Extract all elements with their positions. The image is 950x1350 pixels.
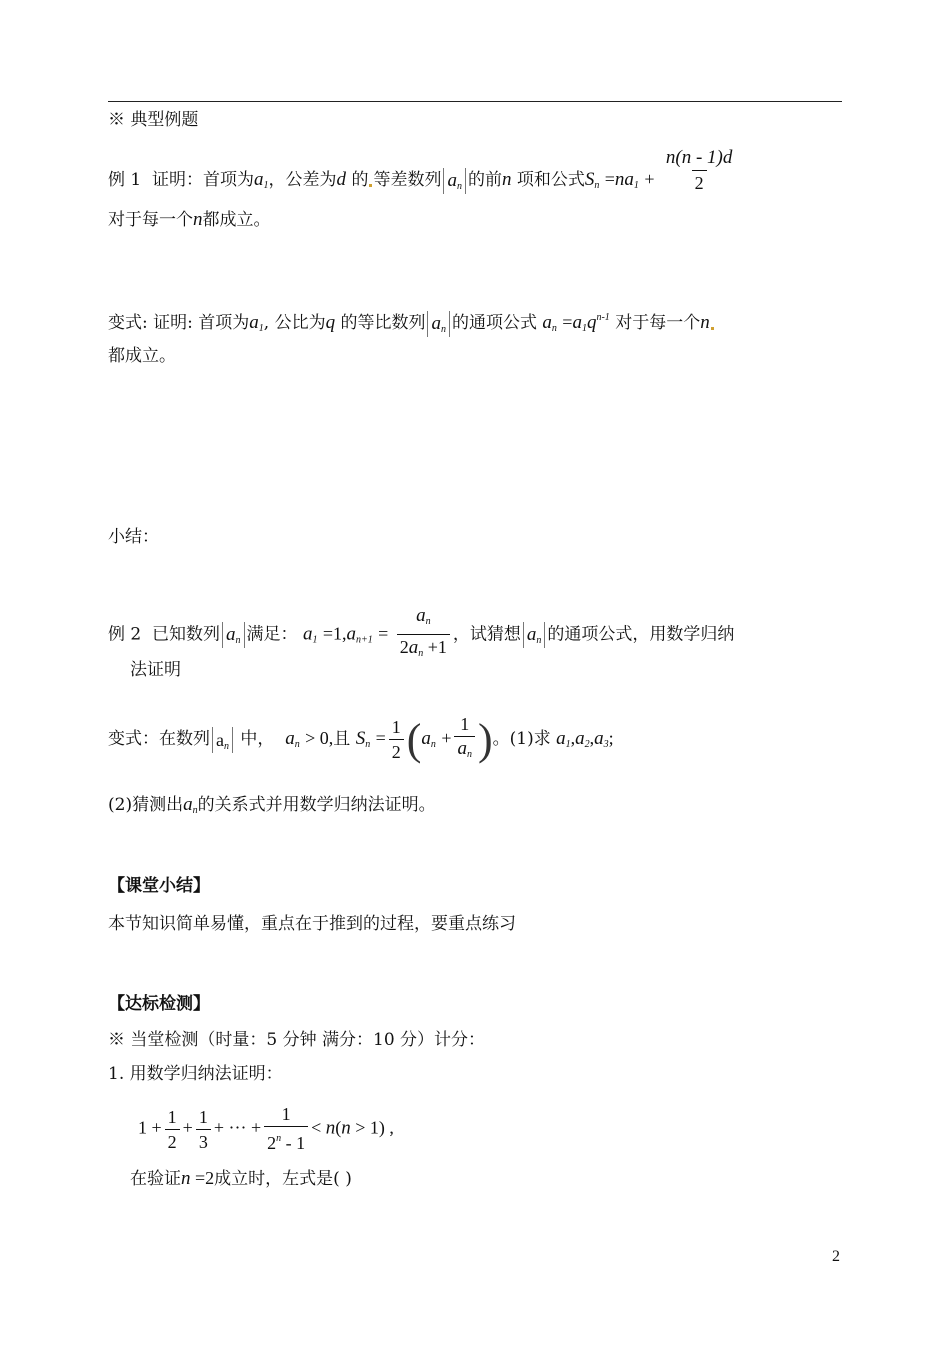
question1-check: 在验证n =2成立时，左式是( ) [130,1168,352,1189]
page-number: 2 [832,1248,840,1265]
variant1-line2: 都成立。 [108,346,176,366]
example1-label: 例 1 [108,170,142,190]
header-rule [108,101,842,102]
variant2-line2: (2)猜测出$a_n$的关系式并用数学归纳法证明。 [108,794,436,816]
sequence-brace: $a_n$ [443,168,466,194]
sum-formula-fraction: $\frac{n(n - 1)d}{2}$ [665,147,733,193]
marker-dot [711,327,714,330]
example2-line1: 例 2 已知数列 $a_n$ 满足： $a_1 =1,a_{n+1}$ = $\frac{a_n}{2a_n +1}$ ，试猜想 $a_n$ 的通项公式，用数学归纳 [108,604,734,666]
test-intro: ※ 当堂检测（时量：5 分钟 满分：10 分）计分： [108,1030,486,1050]
sequence-brace: $a_n$ [523,622,546,648]
sequence-brace: $a_n$ [427,311,450,337]
recurrence-fraction: $\frac{a_n}{2a_n +1}$ [397,604,450,666]
summary-label: 小结： [108,527,159,547]
question1-label: 1. 用数学归纳法证明： [108,1064,283,1084]
variant1-line1: 变式: 证明: 首项为$a_1$, 公比为q 的等比数列 $a_n$ 的通项公式 $a_n =a_1q^{n-1}$ 对于每一个n [108,306,715,341]
sequence-brace: $a_n$ [222,622,245,648]
example1-line1: 例 1 证明：首项为$a_1$，公差为d 的 等差数列 $a_n$ 的前n 项和公式$S_n =na_1$ + $\frac{n(n - 1)d}{2}$ [108,156,738,205]
example2-line2: 法证明 [130,660,181,680]
sequence-brace: $a_n$ [212,727,233,753]
class-summary-body: 本节知识简单易懂，重点在于推到的过程，要重点练习 [108,914,516,934]
section-title: ※ 典型例题 [108,110,199,130]
question1-formula: 1 + $\frac{1}{2}$ + $\frac{1}{3}$ + ··· + $\frac{1}{2^n - 1}$ < n(n > 1) , [138,1102,394,1156]
test-title: 【达标检测】 [108,994,210,1014]
variant2-line1: 变式：在数列 $a_n$ 中， $a_n > 0$,且 $S_n$ = $\frac{1}{2}$ ($a_n$ + $\frac{1}{a_n}$ )。(1)求 $a_1,a_2,a_3$; [108,712,614,767]
marker-dot [369,184,372,187]
example1-line2: 对于每一个n都成立。 [108,209,271,230]
class-summary-title: 【课堂小结】 [108,876,210,896]
